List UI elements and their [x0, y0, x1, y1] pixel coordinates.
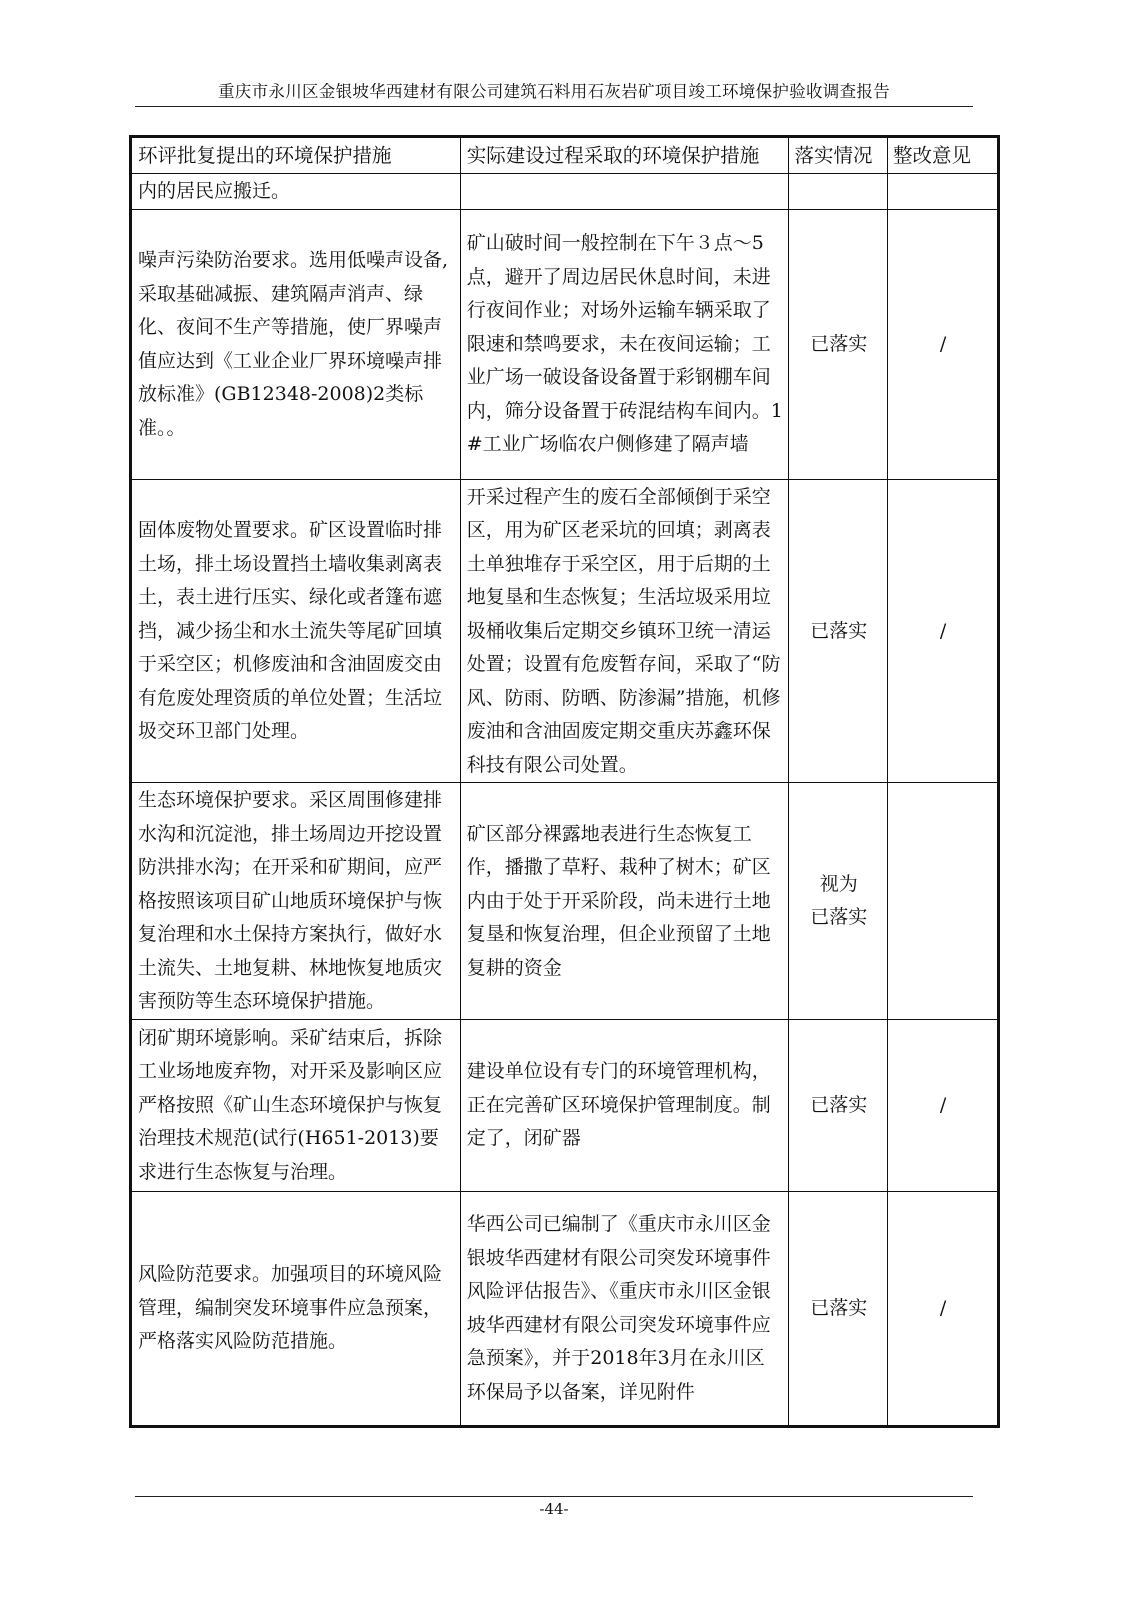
table-row [131, 209, 999, 479]
opinion-cell: / [888, 1191, 999, 1426]
table-row [131, 1019, 999, 1191]
actual-measure-cell: 华西公司已编制了《重庆市永川区金银坡华西建材有限公司突发环境事件风险评估报告》、《重庆市永川区金银坡华西建材有限公司突发环境事件应急预案》，并于2018年3月在永川区环保局予以备案，详见附件 [460, 1191, 789, 1426]
opinion-cell: / [888, 1019, 999, 1191]
requirement-cell: 风险防范要求。加强项目的环境风险管理，编制突发环境事件应急预案，严格落实风险防范措施。 [131, 1191, 461, 1426]
column-header-opinion: 整改意见 [888, 137, 999, 174]
column-header-requirement: 环评批复提出的环境保护措施 [131, 137, 461, 174]
status-cell: 已落实 [789, 1191, 888, 1426]
column-header-status: 落实情况 [789, 137, 888, 174]
status-line: 已落实 [810, 906, 868, 929]
actual-measure-cell [460, 174, 789, 210]
status-cell: 已落实 [789, 1019, 888, 1191]
requirement-cell: 闭矿期环境影响。采矿结束后，拆除工业场地废弃物，对开采及影响区应严格按照《矿山生态环境保护与恢复治理技术规范(试行(H651-2013)要求进行生态恢复与治理。 [131, 1019, 461, 1191]
status-cell [789, 783, 888, 1020]
opinion-cell [888, 174, 999, 210]
actual-measure-cell: 开采过程产生的废石全部倾倒于采空区，用为矿区老采坑的回填；剥离表土单独堆存于采空区，用于后期的土地复垦和生态恢复；生活垃圾采用垃圾桶收集后定期交乡镇环卫统一清运处置；设置有危废暂存间，采取了“防风、防雨、防晒、防渗漏”措施，机修废油和含油固废定期交重庆苏鑫环保科技有限公司处置。 [460, 479, 789, 783]
requirement-cell: 固体废物处置要求。矿区设置临时排土场，排土场设置挡土墙收集剥离表土，表土进行压实、绿化或者篷布遮挡，减少扬尘和水土流失等尾矿回填于采空区；机修废油和含油固废交由有危废处理资质的单位处置；生活垃圾交环卫部门处理。 [131, 479, 461, 783]
actual-measure-cell: 矿山破时间一般控制在下午３点～5点，避开了周边居民休息时间，未进行夜间作业；对场外运输车辆采取了限速和禁鸣要求，未在夜间运输；工业广场一破设备设备置于彩钢棚车间内，筛分设备置于砖混结构车间内。1#工业广场临农户侧修建了隔声墙 [460, 209, 789, 479]
status-cell [789, 174, 888, 210]
requirement-cell: 噪声污染防治要求。选用低噪声设备,采取基础减振、建筑隔声消声、绿化、夜间不生产等措施，使厂界噪声值应达到《工业企业厂界环境噪声排放标准》(GB12348-2008)2类标准。。 [131, 209, 461, 479]
status-cell: 已落实 [789, 209, 888, 479]
opinion-cell: / [888, 209, 999, 479]
page-number: -44- [539, 1500, 569, 1518]
actual-measure-cell: 矿区部分裸露地表进行生态恢复工作，播撒了草籽、栽种了树木；矿区内由于处于开采阶段，尚未进行土地复垦和恢复治理，但企业预留了土地复耕的资金 [460, 783, 789, 1020]
requirement-cell: 生态环境保护要求。采区周围修建排水沟和沉淀池，排土场周边开挖设置防洪排水沟；在开采和矿期间，应严格按照该项目矿山地质环境保护与恢复治理和水土保持方案执行，做好水土流失、土地复耕、林地恢复地质灾害预防等生态环境保护措施。 [131, 783, 461, 1020]
requirement-cell: 内的居民应搬迁。 [131, 174, 461, 210]
table-row [131, 1191, 999, 1426]
actual-measure-cell: 建设单位设有专门的环境管理机构，正在完善矿区环境保护管理制度。制定了，闭矿器 [460, 1019, 789, 1191]
opinion-cell [888, 783, 999, 1020]
measures-table [129, 135, 1000, 1428]
footer-divider [135, 1496, 973, 1497]
header-divider [135, 106, 973, 107]
column-header-actual: 实际建设过程采取的环境保护措施 [460, 137, 789, 174]
table-row [131, 174, 999, 210]
status-cell: 已落实 [789, 479, 888, 783]
table-row [131, 783, 999, 1020]
page-header: 重庆市永川区金银坡华西建材有限公司建筑石料用石灰岩矿项目竣工环境保护验收调查报告 [218, 82, 890, 101]
status-line: 视为 [819, 872, 858, 895]
opinion-cell: / [888, 479, 999, 783]
table-header-row [131, 137, 999, 174]
table-row [131, 479, 999, 783]
